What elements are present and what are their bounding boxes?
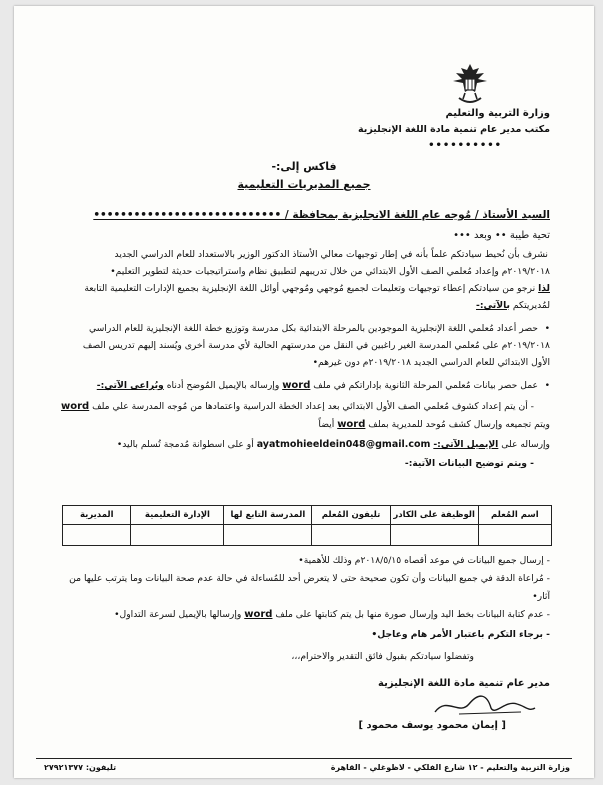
email-line-after: أو على اسطوانة مُدمجة تُسلم باليد• <box>116 439 257 450</box>
greeting: تحية طيبة •• وبعد ••• <box>453 230 550 241</box>
col-school: المدرسة التابع لها <box>224 506 312 525</box>
bullet-1-line-3: الأول الابتدائي للعام الدراسي الجديد ٢٠١٩/٢٠١٨م دون غيرهم• <box>312 357 550 368</box>
bullet-2-emph: ويُراعى الآتي:- <box>96 380 164 391</box>
sub-1-line2-before: ويتم تجميعه وإرسال كشف مُوحد للمديرية بملف <box>365 419 550 430</box>
table-cell <box>63 525 131 546</box>
note-2-line-1: - مُراعاة الدقة في جميع البيانات وأن تكون صحيحة حتى لا يتعرض أحد للمُساءلة في حالة عدم صحة البيانات وما يترتب عليها من <box>69 573 550 584</box>
table-cell <box>131 525 224 546</box>
bullet-2-before: عمل حصر بيانات مُعلمي المرحلة الثانوية بإداراتكم في ملف <box>310 380 538 391</box>
addressee-line: السيد الأستاذ / مُوجه عام اللغة الانجليزية بمحافظة / •••••••••••••••••••••••••••• <box>93 209 550 221</box>
request-cont-line <box>42 297 550 314</box>
footer-phone: تليفون: ٢٧٩٢١٣٧٧ <box>44 763 117 772</box>
bullet-1-line-2: ٢٠١٩/٢٠١٨م على مُعلمي المدرسة الغير راغبين في النقل من مدرستهم الحالية لأي مدرسة أخرى ويُسند إليهم تدريس الصف <box>82 340 550 351</box>
intro-line-1: نشرف بأن نُحيط سيادتكم علماً بأنه في إطار توجيهات معالي الأستاذ الدكتور الوزير بالاستعداد للعام الدراسي الجديد <box>114 249 548 260</box>
note-3-after: وإرسالها بالإيميل لسرعة التداول• <box>114 609 245 620</box>
col-teacher-phone: تليفون المُعلم <box>312 506 390 525</box>
note-3 <box>42 606 550 623</box>
email-line <box>42 436 550 453</box>
intro-line-2: ٢٠١٩/٢٠١٨م وإعداد مُعلمي الصف الأول الابتدائي من خلال تدريبهم لتطبيق نظام واستراتيجيات حديثة لتطوير التعليم• <box>110 266 550 277</box>
table-cell <box>224 525 312 546</box>
request-line <box>42 280 550 297</box>
word-file-label-3: word <box>337 419 366 430</box>
footer-address: وزارة التربية والتعليم - ١٢ شارع الفلكي - لاظوغلي - القاهرة <box>330 763 570 772</box>
email-line-before: وإرساله على <box>498 439 550 450</box>
table-row <box>63 525 552 546</box>
bullet-1-line-1: • حصر أعداد مُعلمي اللغة الإنجليزية الموجودين بالمرحلة الابتدائية بكل مدرسة وتوزيع خطة اللغة الإنجليزية للعام الدراسي <box>42 320 538 337</box>
note-2-line-2: آثار• <box>532 591 550 602</box>
request-cont: لمُديريتكم <box>510 300 550 311</box>
note-3-before: - عدم كتابة البيانات بخط اليد وإرسال صورة منها بل يتم كتابتها على ملف <box>272 609 550 620</box>
fax-to-label: فاكس إلى:- <box>271 160 337 173</box>
ministry-name: وزارة التربية والتعليم <box>445 108 550 119</box>
sub-1-before: - أن يتم إعداد كشوف مُعلمي الصف الأول الابتدائي بعد إعداد الخطة الدراسية واعتمادها من مُوجه المدرسة علي ملف <box>89 401 534 412</box>
table-cell <box>478 525 551 546</box>
handwritten-signature <box>429 690 539 722</box>
document-page <box>14 6 594 778</box>
data-table <box>62 505 552 546</box>
col-teacher-name: اسم المُعلم <box>478 506 551 525</box>
email-label: الإيميل الآتي:- <box>433 439 499 450</box>
sub-1-line-2 <box>42 416 550 433</box>
note-1: - إرسال جميع البيانات في موعد أقصاه ٢٠١٨/٥/١٥م وذلك للأهمية• <box>298 555 550 566</box>
signatory-name: [ إيمان محمود يوسف محمود ] <box>358 720 506 731</box>
request-lead: لذا <box>538 283 550 294</box>
table-cell <box>390 525 478 546</box>
urgent-note: - برجاء التكرم باعتبار الأمر هام وعاجل• <box>371 629 550 640</box>
col-admin: الإدارة التعليمية <box>131 506 224 525</box>
request-text: نرجو من سيادتكم إعطاء توجيهات وتعليمات لجميع مُوجهي ومُوجهي أوائل اللغة الإنجليزية بجميع الإدارات التعليمية التابعة <box>84 283 539 294</box>
sub-1-line-1 <box>42 398 534 415</box>
bullet-2-after: وإرساله بالإيميل المُوضح أدناه <box>163 380 283 391</box>
col-directorate: المديرية <box>63 506 131 525</box>
col-job-title: الوظيفة على الكادر <box>390 506 478 525</box>
office-name: مكتب مدير عام تنمية مادة اللغة الإنجليزية <box>358 124 550 135</box>
word-file-label: word <box>282 380 311 391</box>
table-header-row <box>63 506 552 525</box>
email-address: ayatmohieeldein048@gmail.com <box>256 439 431 450</box>
footer-divider <box>36 758 572 759</box>
word-file-label-2: word <box>61 401 90 412</box>
clarify-heading: - ويتم توضيح البيانات الآتية:- <box>404 458 534 469</box>
bullet-2-line <box>42 377 538 394</box>
closing-line: وتفضلوا سيادتكم بقبول فائق التقدير والاحترام،،، <box>291 651 474 662</box>
sub-1-line2-after: أيضاً <box>318 419 338 430</box>
signatory-title: مدير عام تنمية مادة اللغة الإنجليزية <box>378 678 550 689</box>
recipients-heading: جميع المديريات التعليمية <box>237 178 371 191</box>
header-dots: •••••••••• <box>428 140 502 151</box>
table-cell <box>312 525 390 546</box>
egypt-eagle-emblem <box>451 62 489 108</box>
word-file-label-4: word <box>244 609 273 620</box>
request-next: بالآتي:- <box>476 300 510 311</box>
